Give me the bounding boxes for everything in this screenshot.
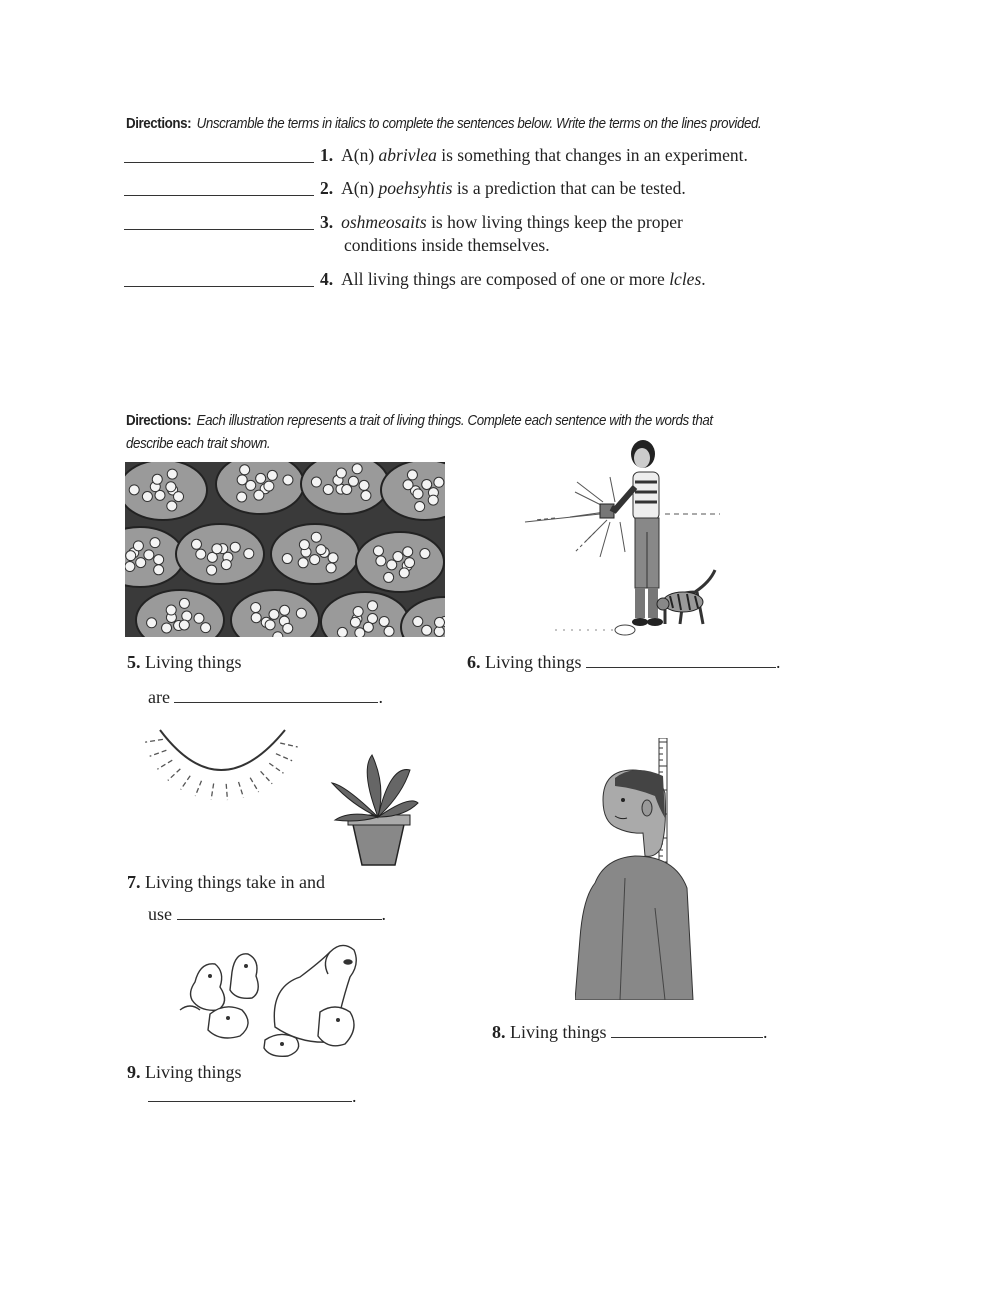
directions-label: Directions:	[126, 413, 192, 429]
directions-2	[126, 413, 713, 429]
question-4: 4. All living things are composed of one or more lcles.	[320, 269, 706, 289]
answer-line-4[interactable]	[124, 286, 314, 287]
answer-line-8[interactable]	[611, 1036, 763, 1038]
answer-line-5[interactable]	[174, 701, 378, 703]
question-7: 7. Living things take in and	[127, 872, 325, 892]
question-9-cont: .	[148, 1086, 357, 1107]
question-5-cont: are .	[148, 687, 383, 707]
answer-line-9[interactable]	[148, 1100, 352, 1102]
sun-and-plant-illustration	[120, 725, 420, 870]
dogs-and-puppies-illustration	[170, 932, 390, 1062]
directions-text: Unscramble the terms in italics to complete the sentences below. Write the terms on the lines provided.	[196, 116, 762, 132]
question-9: 9. Living things	[127, 1062, 242, 1082]
question-8: 8. Living things .	[492, 1022, 768, 1042]
girl-height-measure-illustration	[575, 738, 695, 1000]
answer-line-2[interactable]	[124, 195, 314, 196]
directions-1	[126, 116, 761, 132]
question-3-line2: conditions inside themselves.	[344, 235, 550, 255]
directions-label: Directions:	[126, 116, 192, 132]
answer-line-3[interactable]	[124, 229, 314, 230]
question-3: 3. oshmeosaits is how living things keep the proper	[320, 212, 683, 232]
question-6: 6. Living things .	[467, 652, 781, 672]
question-1: 1. A(n) abrivlea is something that changes in an experiment.	[320, 145, 748, 165]
answer-line-6[interactable]	[586, 666, 776, 668]
answer-line-7[interactable]	[177, 918, 382, 920]
question-2: 2. A(n) poehsyhtis is a prediction that can be tested.	[320, 178, 686, 198]
answer-line-1[interactable]	[124, 162, 314, 163]
directions-2-line2: describe each trait shown.	[126, 436, 271, 452]
cells-illustration	[125, 462, 445, 637]
question-5: 5. Living things	[127, 652, 242, 672]
girl-with-cat-illustration	[515, 432, 725, 642]
question-7-cont: use .	[148, 904, 386, 924]
directions-text: Each illustration represents a trait of living things. Complete each sentence with the words that	[196, 413, 713, 429]
